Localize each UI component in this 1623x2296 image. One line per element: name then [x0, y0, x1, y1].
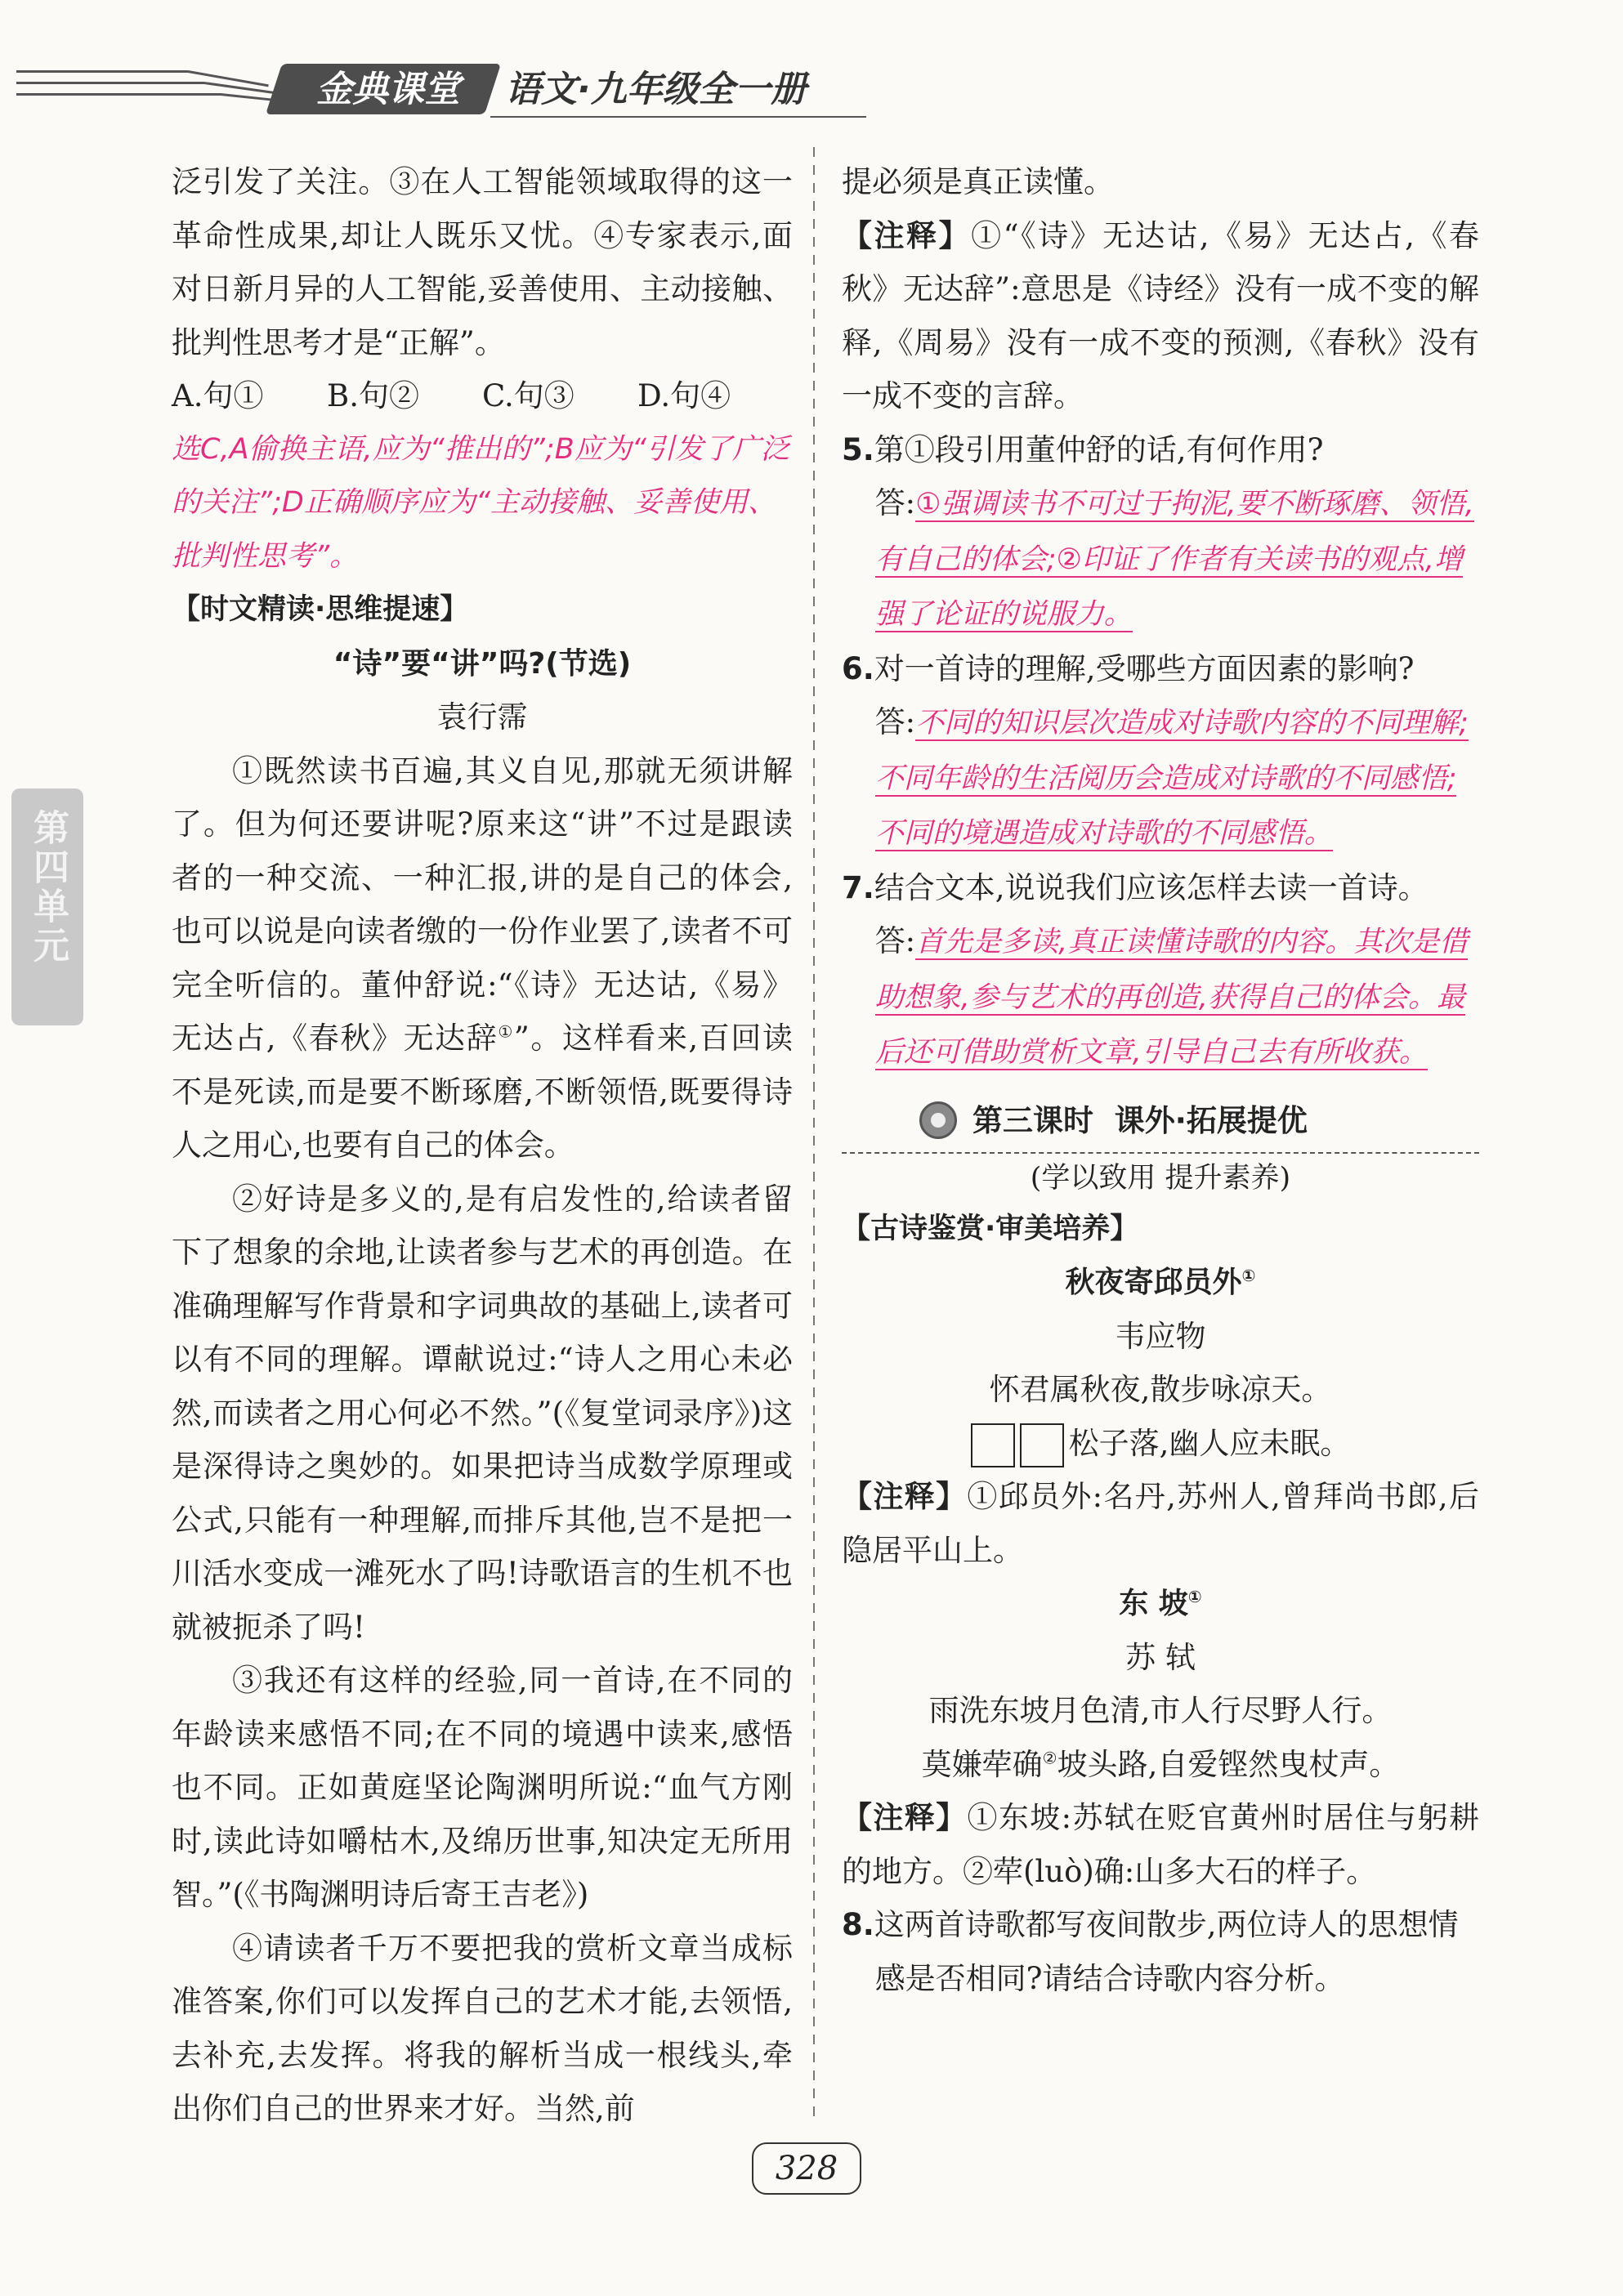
answer-7	[842, 914, 1479, 1080]
poem-1-title-text: 秋夜寄邱员外	[1065, 1266, 1242, 1299]
footnote-marker: ②	[1042, 1748, 1057, 1768]
article-title: “诗”要“讲”吗?(节选)	[333, 646, 632, 681]
note-3-text: ①东坡:苏轼在贬官黄州时居住与躬耕的地方。②荦(luò)确:山多大石的样子。	[842, 1800, 1480, 1889]
poem-2-author: 苏 轼	[1125, 1639, 1196, 1675]
passage-end: 提必须是真正读懂。	[842, 164, 1114, 199]
brand-name: 金典课堂	[316, 69, 460, 110]
header-line	[16, 93, 221, 96]
section-title: 【古诗鉴赏·审美培养】	[842, 1212, 1139, 1245]
question-8-text: 这两首诗歌都写夜间散步,两位诗人的思想情感是否相同?请结合诗歌内容分析。	[874, 1907, 1459, 1996]
question-7-text: 结合文本,说说我们应该怎样去读一首诗。	[874, 869, 1429, 905]
answer-7-text: 首先是多读,真正读懂诗歌的内容。其次是借助想象,参与艺术的再创造,获得自己的体会。最后还可借助赏析文章,引导自己去有所收获。	[874, 926, 1469, 1069]
note-label: 【注释】	[842, 1479, 968, 1514]
answer-label: 答:	[874, 923, 916, 958]
page-number: 328	[775, 2150, 838, 2187]
poem-2-title-text: 东 坡	[1119, 1587, 1188, 1620]
paragraph-3: ③我还有这样的经验,同一首诗,在不同的年龄读来感悟不同;在不同的境遇中读来,感悟也不同。正如黄庭坚论陶渊明所说:“血气方刚时,读此诗如嚼枯木,及绵历世事,知决定无所用智。”(《书陶渊明诗后寄王吉老》)	[172, 1663, 793, 1912]
poem-1-line-2	[842, 1417, 1479, 1471]
option-b: B.句②	[327, 378, 419, 413]
lesson-subtitle: (学以致用 提升素养)	[1030, 1161, 1291, 1195]
question-number: 6.	[842, 650, 874, 686]
paragraph-1-text: ①既然读书百遍,其义自见,那就无须讲解了。但为何还要讲呢?原来这“讲”不过是跟读者的一种交流、一种汇报,讲的是自己的体会,也可以说是向读者缴的一份作业罢了,读者不可完全听信的。董仲舒说:“《诗》无达诂,《易》无达占,《春秋》无达辞	[172, 753, 793, 1056]
blank-box[interactable]	[1020, 1423, 1064, 1467]
poem-2-line-2-end: 坡头路,自爱铿然曳杖声。	[1057, 1746, 1400, 1782]
answer-6	[842, 695, 1479, 861]
answer-label: 答:	[874, 485, 916, 520]
article-author: 袁行霈	[436, 699, 528, 735]
right-column	[842, 155, 1479, 2005]
column-divider	[813, 147, 815, 2124]
section-title: 【时文精读·思维提速】	[172, 593, 469, 626]
note-2	[842, 1470, 1479, 1577]
answer-options	[172, 369, 793, 423]
poem-2-line-2-start: 莫嫌荦确	[921, 1746, 1043, 1782]
header-line	[16, 70, 188, 73]
poem-2-title	[842, 1577, 1479, 1631]
note-label: 【注释】	[842, 1800, 968, 1835]
poem-1-title	[842, 1256, 1479, 1310]
question-5	[842, 423, 1479, 477]
footnote-marker: ①	[1187, 1587, 1202, 1606]
poem-1-author: 韦应物	[1115, 1318, 1206, 1354]
option-a: A.句①	[172, 378, 264, 413]
blank-box[interactable]	[971, 1423, 1015, 1467]
question-5-text: 第①段引用董仲舒的话,有何作用?	[874, 431, 1324, 467]
header-line	[16, 82, 204, 84]
poem-2-line-1: 雨洗东坡月色清,市人行尽野人行。	[928, 1693, 1393, 1728]
poem-1-line-1: 怀君属秋夜,散步咏凉天。	[989, 1372, 1332, 1407]
note-1-text: ①“《诗》无达诂,《易》无达占,《春秋》无达辞”:意思是《诗经》没有一成不变的解释,《周易》没有一成不变的预测,《春秋》没有一成不变的言辞。	[842, 217, 1480, 413]
question-number: 7.	[842, 869, 874, 905]
question-6	[842, 642, 1479, 696]
header-underline	[490, 116, 866, 118]
lesson-title: 第三课时 课外·拓展提优	[972, 1102, 1308, 1138]
question-number: 8.	[842, 1907, 874, 1942]
answer-5	[842, 476, 1479, 642]
subject-title: 语文·九年级全一册	[505, 69, 807, 110]
poem-1-line-2-text: 松子落,幽人应未眠。	[1068, 1425, 1351, 1461]
answer-label: 答:	[874, 704, 916, 739]
lesson-icon	[919, 1101, 957, 1139]
question-number: 5.	[842, 431, 874, 467]
poem-2-line-2	[842, 1738, 1479, 1792]
paragraph-1-text-end: ”。这样看来,百回读不是死读,而是要不断琢磨,不断领悟,既要得诗人之用心,也要有自己的体会。	[172, 1021, 793, 1163]
question-8	[842, 1898, 1479, 2005]
passage-continuation: 泛引发了关注。③在人工智能领域取得的这一革命性成果,却让人既乐又忧。④专家表示,面对日新月异的人工智能,妥善使用、主动接触、批判性思考才是“正解”。	[172, 164, 793, 360]
note-2-text: ①邱员外:名丹,苏州人,曾拜尚书郎,后隐居平山上。	[842, 1479, 1480, 1568]
note-1	[842, 209, 1479, 423]
note-3	[842, 1791, 1479, 1898]
lesson-heading	[842, 1095, 1479, 1147]
question-7	[842, 861, 1479, 915]
question-6-text: 对一首诗的理解,受哪些方面因素的影响?	[874, 650, 1415, 686]
page-header	[0, 0, 1623, 123]
option-c: C.句③	[482, 378, 575, 413]
paragraph-2: ②好诗是多义的,是有启发性的,给读者留下了想象的余地,让读者参与艺术的再创造。在准确理解写作背景和字词典故的基础上,读者可以有不同的理解。谭献说过:“诗人之用心未必然,而读者之用心何必不然。”(《复堂词录序》)这是深得诗之奥妙的。如果把诗当成数学原理或公式,只能有一种理解,而排斥其他,岂不是把一川活水变成一滩死水了吗!诗歌语言的生机不也就被扼杀了吗!	[172, 1181, 793, 1645]
answer-5-text: ①强调读书不可过于拘泥,要不断琢磨、领悟,有自己的体会;②印证了作者有关读书的观点,增强了论证的说服力。	[874, 488, 1474, 631]
unit-tab-label: 第四单元	[27, 809, 69, 966]
answer-6-text: 不同的知识层次造成对诗歌内容的不同理解;不同年龄的生活阅历会造成对诗歌的不同感悟;不同的境遇造成对诗歌的不同感悟。	[874, 707, 1469, 850]
answer-explanation: 选C,A偷换主语,应为“推出的”;B应为“引发了广泛的关注”;D正确顺序应为“主动接触、妥善使用、批判性思考”。	[172, 432, 789, 573]
option-d: D.句④	[637, 378, 731, 413]
paragraph-1	[172, 744, 793, 1173]
footnote-marker: ①	[498, 1021, 514, 1042]
footnote-marker: ①	[1241, 1266, 1256, 1285]
paragraph-4: ④请读者千万不要把我的赏析文章当成标准答案,你们可以发挥自己的艺术才能,去领悟,去补充,去发挥。将我的解析当成一根线头,牵出你们自己的世界来才好。当然,前	[172, 1930, 793, 2126]
left-column	[172, 155, 793, 2136]
note-label: 【注释】	[842, 217, 972, 253]
